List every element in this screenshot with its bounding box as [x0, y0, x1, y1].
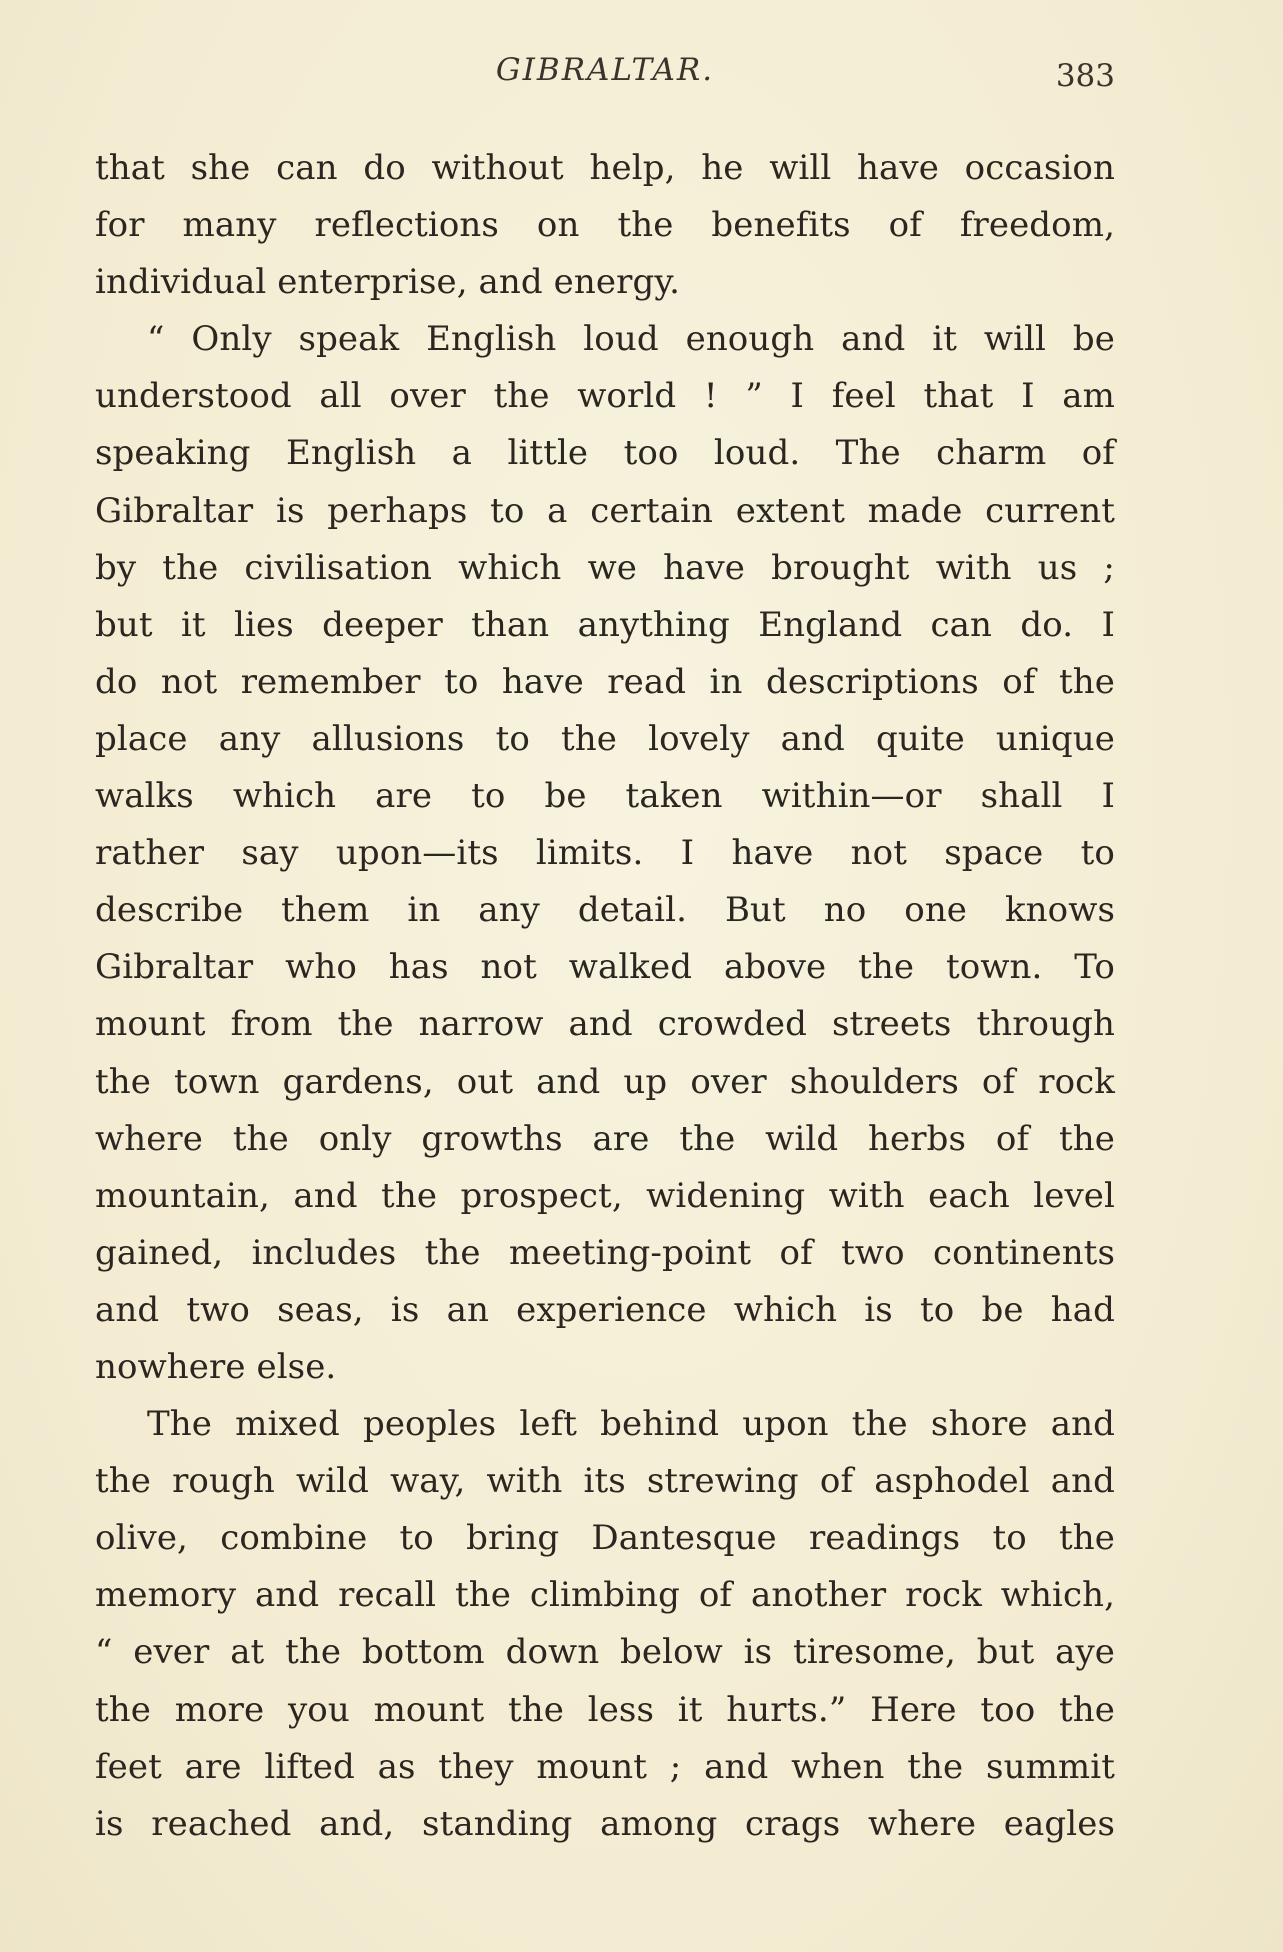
text-line: by the civilisation which we have brought with us ; — [95, 547, 1115, 588]
text-line: The mixed peoples left behind upon the shore and — [147, 1404, 1115, 1445]
text-line: the town gardens, out and up over shoulders of rock — [95, 1061, 1115, 1102]
text-line: mount from the narrow and crowded streets through — [95, 1004, 1115, 1045]
text-line: speaking English a little too loud. The charm of — [95, 433, 1115, 474]
text-line: Gibraltar who has not walked above the town. To — [95, 947, 1115, 988]
running-title: GIBRALTAR. — [495, 52, 715, 88]
body-text — [95, 140, 1115, 1853]
text-line: rather say upon—its limits. I have not space to — [95, 833, 1115, 874]
text-line: place any allusions to the lovely and quite unique — [95, 718, 1115, 759]
text-line: is reached and, standing among crags where eagles — [95, 1803, 1115, 1844]
text-line: the more you mount the less it hurts.” Here too the — [95, 1689, 1115, 1730]
text-line: where the only growths are the wild herbs of the — [95, 1118, 1115, 1159]
text-line: memory and recall the climbing of another rock which, — [95, 1575, 1115, 1616]
text-line: the rough wild way, with its strewing of asphodel and — [95, 1461, 1115, 1502]
text-line: and two seas, is an experience which is to be had — [95, 1289, 1115, 1330]
text-line: do not remember to have read in descriptions of the — [95, 661, 1115, 702]
text-line: that she can do without help, he will have occasion — [95, 148, 1115, 188]
text-line: Gibraltar is perhaps to a certain extent made current — [95, 490, 1115, 531]
text-line: “ Only speak English loud enough and it will be — [147, 319, 1115, 360]
text-line: individual enterprise, and energy. — [95, 262, 681, 303]
text-line: for many reflections on the benefits of freedom, — [95, 205, 1115, 246]
text-line: olive, combine to bring Dantesque readings to the — [95, 1518, 1115, 1559]
text-line: feet are lifted as they mount ; and when the summit — [95, 1746, 1115, 1787]
text-line: nowhere else. — [95, 1346, 337, 1387]
text-line: walks which are to be taken within—or shall I — [95, 776, 1115, 817]
running-head — [95, 48, 1115, 98]
text-line: but it lies deeper than anything England can do. I — [95, 604, 1115, 645]
text-line: understood all over the world ! ” I feel that I am — [95, 376, 1115, 417]
page-number: 383 — [1055, 58, 1115, 94]
text-line: describe them in any detail. But no one knows — [95, 890, 1115, 931]
text-line: “ ever at the bottom down below is tiresome, but aye — [95, 1632, 1115, 1673]
text-line: gained, includes the meeting-point of two continents — [95, 1232, 1115, 1273]
text-line: mountain, and the prospect, widening with each level — [95, 1175, 1115, 1216]
